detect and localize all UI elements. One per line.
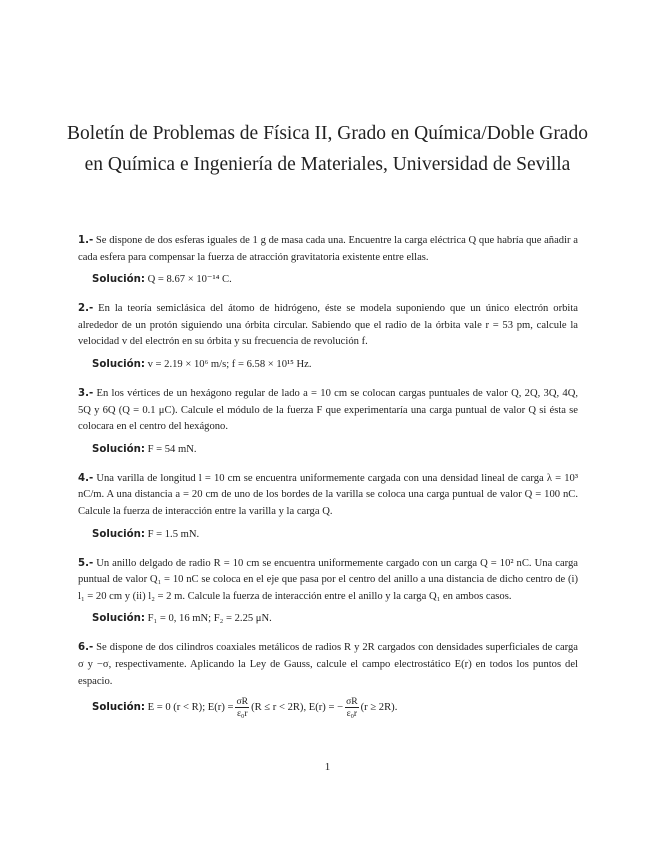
problem-statement	[78, 556, 578, 606]
solution-value: F₁ = 0, 16 mN; F₂ = 2.25 μN.	[147, 613, 272, 625]
problem-list	[78, 233, 578, 719]
problem-text: Se dispone de dos esferas iguales de 1 g de masa cada una. Encuentre la carga eléctrica Q que habría que añadir a cada esfera para compensar la fuerza de atracción gravitatoria existente entre ellas.	[78, 235, 578, 263]
problem-text: Una varilla de longitud l = 10 cm se encuentra uniformemente cargada con una densidad lineal de carga λ = 10³ nC/m. A una distancia a = 20 cm de uno de los bordes de la varilla se coloca una carga puntual de valor Q = 100 nC. Calcule la fuerza de interacción entre la varilla y la carga Q.	[78, 472, 578, 517]
solution-label: Solución:	[92, 702, 145, 714]
solution	[92, 527, 578, 543]
problem-2	[78, 301, 578, 373]
problem-statement	[78, 386, 578, 436]
fraction-numerator: σR	[346, 696, 358, 708]
solution-value: F = 1.5 mN.	[147, 528, 200, 540]
title-line-1: Boletín de Problemas de Física II, Grado en Química/Doble Grado	[67, 123, 588, 144]
problem-statement	[78, 301, 578, 351]
problem-number: 3.-	[78, 387, 94, 399]
solution-label: Solución:	[92, 358, 145, 370]
problem-text: En la teoría semiclásica del átomo de hidrógeno, éste se modela suponiendo que un único electrón orbita alrededor de un protón siguiendo una órbita circular. Sabiendo que el radio de la órbita vale r = 53 pm, calcule la velocidad v del electrón en su órbita y su frecuencia de revolución f.	[78, 303, 578, 348]
problem-4	[78, 471, 578, 543]
solution	[92, 696, 578, 719]
problem-text: Se dispone de dos cilindros coaxiales metálicos de radios R y 2R cargados con densidades superficiales de carga σ y −σ, respectivamente. Aplicando la Ley de Gauss, calcule el campo electrostático E(r) en todos los puntos del espacio.	[78, 642, 578, 687]
solution-value: F = 54 mN.	[147, 443, 197, 455]
solution-label: Solución:	[92, 528, 145, 540]
solution-part-1: E = 0 (r < R); E(r) =	[147, 702, 234, 714]
problem-number: 6.-	[78, 642, 94, 654]
solution-label: Solución:	[92, 613, 145, 625]
problem-statement	[78, 640, 578, 690]
solution	[92, 442, 578, 458]
document-title	[60, 118, 595, 180]
problem-6	[78, 640, 578, 719]
problem-number: 5.-	[78, 557, 94, 569]
problem-1	[78, 233, 578, 288]
solution-value: Q = 8.67 × 10⁻¹⁴ C.	[147, 274, 232, 286]
problem-number: 2.-	[78, 303, 94, 315]
solution-label: Solución:	[92, 443, 145, 455]
fraction-2	[345, 696, 359, 719]
solution-part-3: (r ≥ 2R).	[360, 702, 398, 714]
problem-number: 4.-	[78, 472, 94, 484]
solution-value: v = 2.19 × 10⁶ m/s; f = 6.58 × 10¹⁵ Hz.	[147, 358, 312, 370]
problem-text: En los vértices de un hexágono regular de lado a = 10 cm se colocan cargas puntuales de valor Q, 2Q, 3Q, 4Q, 5Q y 6Q (Q = 0.1 μC). Calcule el módulo de la fuerza F que experimentaría una carga puntual de valor Q si ésta se colocara en el centro del hexágono.	[78, 387, 578, 433]
problem-statement	[78, 471, 578, 521]
page-number: 1	[324, 761, 331, 773]
fraction-1	[235, 696, 249, 719]
solution	[92, 611, 578, 627]
fraction-denominator: ε₀r	[236, 708, 248, 720]
solution	[92, 357, 578, 373]
title-line-2: en Química e Ingeniería de Materiales, Universidad de Sevilla	[84, 154, 571, 175]
solution-label: Solución:	[92, 274, 145, 286]
fraction-numerator: σR	[236, 696, 249, 708]
solution	[92, 272, 578, 288]
problem-text: Un anillo delgado de radio R = 10 cm se encuentra uniformemente cargado con un carga Q = 10² nC. Una carga puntual de valor Q₁ = 10 nC se coloca en el eje que pasa por el centro del anillo a una distancia de dicho centro de (i) l₁ = 20 cm y (ii) l₂ = 2 m. Calcule la fuerza de interacción entre el anillo y la carga Q₁ en ambos casos.	[78, 557, 578, 602]
problem-3	[78, 386, 578, 458]
problem-statement	[78, 233, 578, 266]
problem-5	[78, 556, 578, 628]
solution-part-2: (R ≤ r < 2R), E(r) = −	[251, 702, 344, 714]
fraction-denominator: ε₀r	[346, 708, 358, 720]
problem-number: 1.-	[78, 235, 94, 246]
